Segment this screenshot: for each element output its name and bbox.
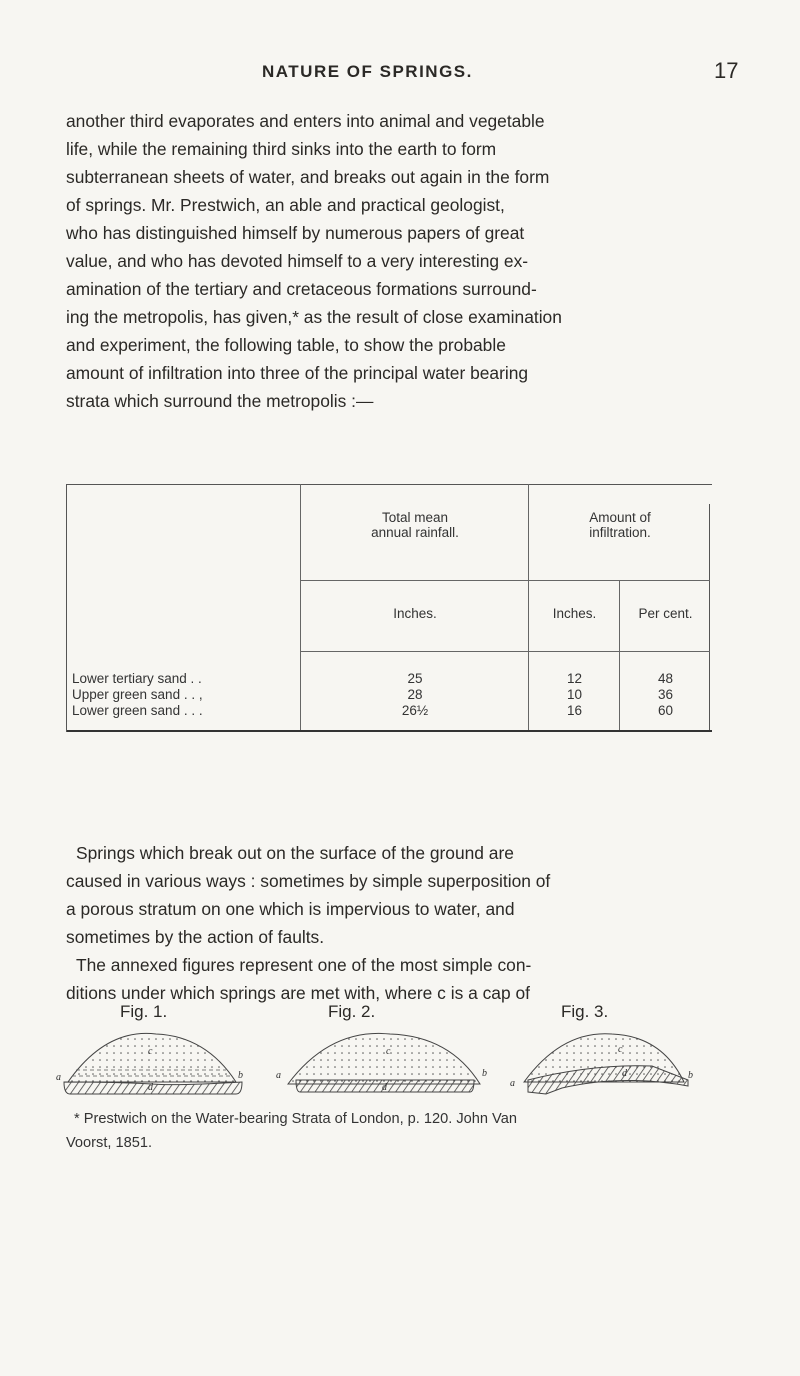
fig-3-mark-d: d xyxy=(622,1068,627,1079)
rainfall-value: 26½ xyxy=(401,703,429,718)
text-line: ing the metropolis, has given,* as the result of close examination xyxy=(66,307,562,327)
text-line: The annexed figures represent one of the most simple con- xyxy=(76,955,532,975)
table-border xyxy=(66,484,67,732)
infiltration-value: 16 xyxy=(566,703,583,718)
text-line: strata which surround the metropolis :— xyxy=(66,391,374,411)
fig-3-mark-b: b xyxy=(688,1070,693,1081)
fig-3-mark-c: c xyxy=(618,1044,623,1055)
text-line: subterranean sheets of water, and breaks out again in the form xyxy=(66,167,550,187)
infiltration-value: 10 xyxy=(566,687,583,702)
header-line: Total mean xyxy=(381,510,449,525)
paragraph-3 xyxy=(66,951,716,1007)
fig-2-mark-a: a xyxy=(276,1070,281,1081)
unit-percent: Per cent. xyxy=(638,606,693,621)
fig-2-mark-c: c xyxy=(386,1046,391,1057)
table-divider xyxy=(528,484,529,730)
page-header xyxy=(0,58,800,88)
fig-2-mark-b: b xyxy=(482,1068,487,1079)
footnote-line: Voorst, 1851. xyxy=(66,1135,153,1151)
text-line: life, while the remaining third sinks into the earth to form xyxy=(66,139,497,159)
text-line: a porous stratum on one which is impervious to water, and xyxy=(66,899,515,919)
unit-infiltration: Inches. xyxy=(552,606,597,621)
text-line: Springs which break out on the surface of the ground are xyxy=(76,843,514,863)
fig-3-diagram xyxy=(502,1030,698,1096)
text-line: amination of the tertiary and cretaceous formations surround- xyxy=(66,279,537,299)
unit-rainfall: Inches. xyxy=(393,606,437,621)
text-line: who has distinguished himself by numerous papers of great xyxy=(66,223,525,243)
percent-value: 48 xyxy=(657,671,674,686)
text-line: another third evaporates and enters into animal and vegetable xyxy=(66,111,545,131)
fig-1-diagram xyxy=(56,1030,246,1096)
text-line: of springs. Mr. Prestwich, an able and practical geologist, xyxy=(66,195,505,215)
fig-3-label: Fig. 3. xyxy=(561,1002,609,1021)
fig-2-diagram xyxy=(270,1030,500,1096)
fig-1-mark-c: c xyxy=(148,1046,153,1057)
header-rainfall xyxy=(302,510,528,540)
header-line: Amount of xyxy=(589,510,651,525)
row-label: Lower tertiary sand . . xyxy=(72,671,202,686)
table-divider xyxy=(619,580,620,730)
footnote-line: * Prestwich on the Water-bearing Strata of London, p. 120. John Van xyxy=(74,1111,517,1127)
text-line: and experiment, the following table, to show the probable xyxy=(66,335,506,355)
infiltration-value: 12 xyxy=(566,671,583,686)
footnote xyxy=(66,1107,746,1155)
table-divider xyxy=(301,651,710,652)
table-divider xyxy=(300,484,301,730)
rainfall-value: 28 xyxy=(407,687,423,702)
text-line: caused in various ways : sometimes by simple superposition of xyxy=(66,871,551,891)
fig-2-mark-d: d xyxy=(382,1082,387,1093)
fig-1-label: Fig. 1. xyxy=(120,1002,168,1021)
fig-3-mark-a: a xyxy=(510,1078,515,1089)
percent-value: 60 xyxy=(657,703,674,718)
header-line: annual rainfall. xyxy=(371,525,459,540)
header-line: infiltration. xyxy=(589,525,651,540)
rainfall-value: 25 xyxy=(407,671,423,686)
paragraph-1 xyxy=(66,107,716,415)
text-line: ditions under which springs are met with, where c is a cap of xyxy=(66,983,530,1003)
table-border xyxy=(66,484,712,485)
fig-1-mark-a: a xyxy=(56,1072,61,1083)
row-label: Upper green sand . . , xyxy=(72,687,203,702)
page-number: 17 xyxy=(714,58,739,83)
fig-1-mark-d: d xyxy=(148,1082,153,1093)
fig-1-mark-b: b xyxy=(238,1070,243,1081)
row-label: Lower green sand . . . xyxy=(72,703,203,718)
text-line: amount of infiltration into three of the principal water bearing xyxy=(66,363,529,383)
header-infiltration xyxy=(530,510,710,540)
spring-figures xyxy=(0,1002,800,1102)
fig-2-label: Fig. 2. xyxy=(328,1002,376,1021)
table-border xyxy=(66,730,712,732)
text-line: sometimes by the action of faults. xyxy=(66,927,325,947)
paragraph-2 xyxy=(66,839,726,951)
infiltration-table xyxy=(66,484,712,732)
percent-value: 36 xyxy=(657,687,674,702)
running-title: NATURE OF SPRINGS. xyxy=(262,62,473,81)
text-line: value, and who has devoted himself to a very interesting ex- xyxy=(66,251,529,271)
table-divider xyxy=(301,580,710,581)
